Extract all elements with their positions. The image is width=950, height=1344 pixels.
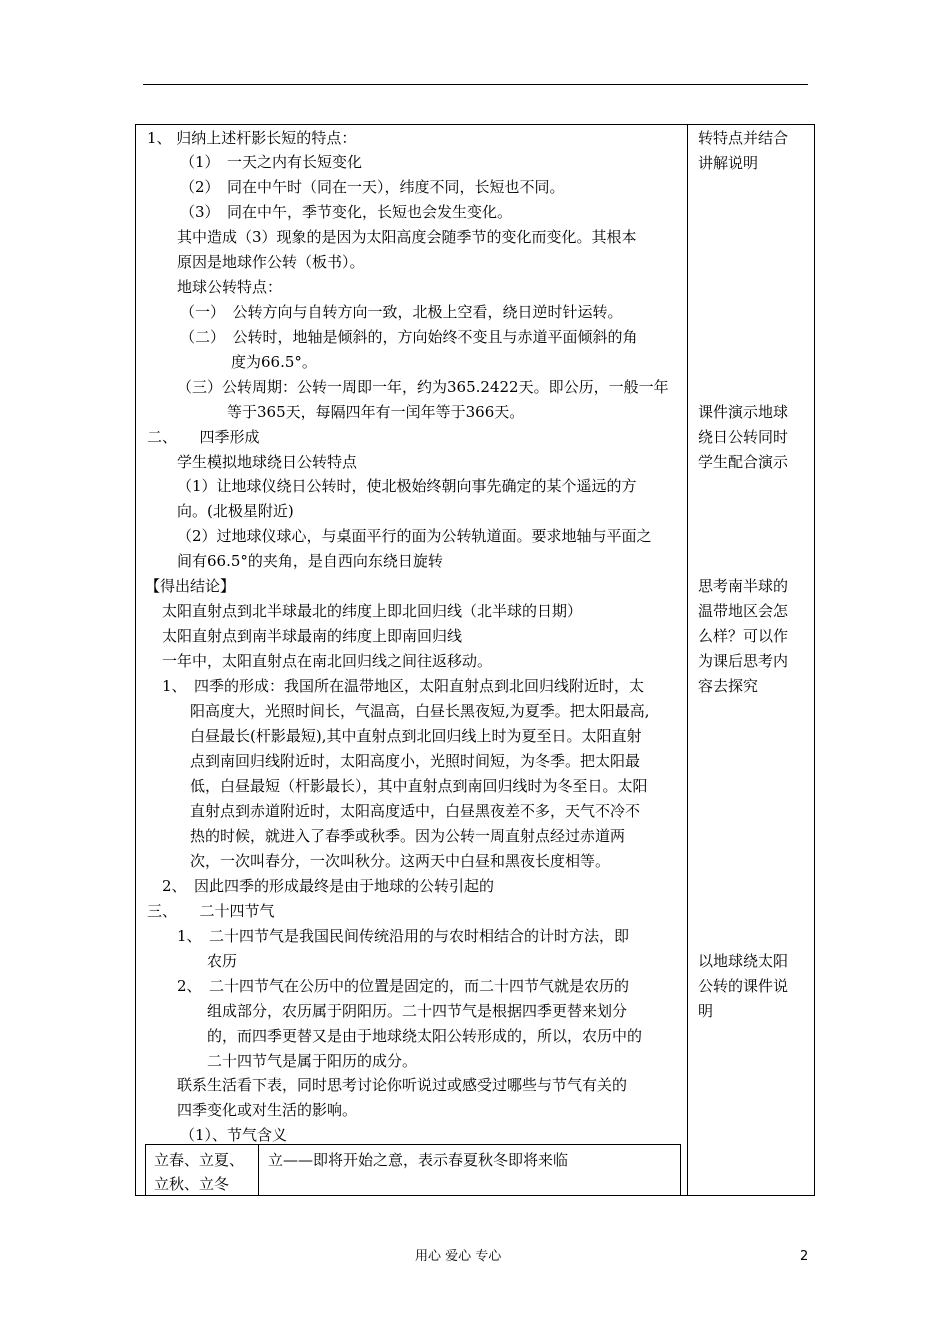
text-line: 二、 四季形成 [147,428,260,446]
note-line: 么样？可以作 [698,627,789,645]
term-cell-line-2: 立秋、立冬 [154,1175,230,1193]
text-line: 原因是地球作公转（板书）。 [177,253,365,271]
note-line: 课件演示地球 [698,403,789,421]
text-line: 白昼最长(杆影最短),其中直射点到北回归线上时为夏至日。太阳直射 [190,727,642,745]
text-line: 联系生活看下表，同时思考讨论你听说过或感受过哪些与节气有关的 [177,1076,628,1094]
text-line: 2、 二十四节气在公历中的位置是固定的，而二十四节气就是农历的 [177,977,630,995]
text-line: （3） 同在中午，季节变化，长短也会发生变化。 [180,203,513,221]
text-line: 1、 归纳上述杆影长短的特点： [147,129,357,147]
note-line: 温带地区会怎 [698,602,789,620]
note-line: 为课后思考内 [698,652,789,670]
text-line: （2）过地球仪球心，与桌面平行的面为公转轨道面。要求地轴与平面之 [177,527,652,545]
text-line: （1）、节气含义 [180,1126,288,1144]
header-rule [143,84,808,85]
text-line: 低，白昼最短（杆影最长），其中直射点到南回归线时为冬至日。太阳 [190,777,648,795]
page-number: 2 [800,1249,809,1264]
note-line: 学生配合演示 [698,453,789,471]
text-line: 四季变化或对生活的影响。 [177,1101,358,1119]
text-line: 向。(北极星附近) [177,502,294,520]
text-line: （二） 公转时，地轴是倾斜的，方向始终不变且与赤道平面倾斜的角 [180,328,638,346]
text-line: 学生模拟地球绕日公转特点 [177,453,358,471]
note-line: 转特点并结合 [698,129,789,147]
footer-motto: 用心 爱心 专心 [415,1249,502,1264]
meaning-cell: 立——即将开始之意，表示春夏秋冬即将来临 [268,1151,569,1169]
text-line: 等于365天，每隔四年有一闰年等于366天。 [227,403,525,421]
text-line: 太阳直射点到南半球最南的纬度上即南回归线 [162,627,463,645]
note-line: 以地球绕太阳 [698,952,789,970]
text-line: 一年中，太阳直射点在南北回归线之间往返移动。 [162,652,493,670]
text-line: 二十四节气是属于阳历的成分。 [207,1052,418,1070]
text-line: 次，一次叫春分，一次叫秋分。这两天中白昼和黑夜长度相等。 [190,852,611,870]
text-line: （2） 同在中午时（同在一天），纬度不同，长短也不同。 [180,178,565,196]
text-line: 组成部分，农历属于阴阳历。二十四节气是根据四季更替来划分 [207,1002,628,1020]
text-line: 地球公转特点： [177,278,283,296]
column-divider [687,124,688,1196]
note-line: 明 [698,1002,714,1020]
text-line: 太阳直射点到北半球最北的纬度上即北回归线（北半球的日期） [162,602,583,620]
text-line: 【得出结论】 [145,577,236,595]
text-line: 2、 因此四季的形成最终是由于地球的公转引起的 [162,877,495,895]
text-line: 的，而四季更替又是由于地球绕太阳公转形成的，所以，农历中的 [207,1027,643,1045]
text-line: 阳高度大，光照时间长，气温高，白昼长黑夜短,为夏季。把太阳最高, [190,702,650,720]
text-line: 点到南回归线附近时，太阳高度小，光照时间短，为冬季。把太阳最 [190,752,641,770]
text-line: 度为66.5°。 [231,353,317,371]
text-line: 1、 二十四节气是我国民间传统沿用的与农时相结合的计时方法，即 [177,927,630,945]
text-line: 间有66.5°的夹角，是自西向东绕日旋转 [177,552,443,570]
text-line: 1、 四季的形成：我国所在温带地区，太阳直射点到北回归线附近时，太 [162,677,645,695]
text-line: （一） 公转方向与自转方向一致，北极上空看，绕日逆时针运转。 [180,303,623,321]
text-line: 其中造成（3）现象的是因为太阳高度会随季节的变化而变化。其根本 [177,228,637,246]
note-line: 讲解说明 [698,154,759,172]
note-line: 思考南半球的 [698,577,789,595]
text-line: 直射点到赤道附近时，太阳高度适中，白昼黑夜差不多，天气不冷不 [190,802,641,820]
note-line: 公转的课件说 [698,977,789,995]
text-line: （1） 一天之内有长短变化 [180,153,363,171]
text-line: （三）公转周期：公转一周即一年，约为365.2422天。即公历，一般一年 [177,378,669,396]
solar-terms-table-divider [258,1144,259,1196]
text-line: 热的时候，就进入了春季或秋季。因为公转一周直射点经过赤道两 [190,827,626,845]
term-cell-line-1: 立春、立夏、 [154,1151,245,1169]
text-line: 三、 二十四节气 [147,902,275,920]
note-line: 容去探究 [698,677,759,695]
text-line: （1）让地球仪绕日公转时，使北极始终朝向事先确定的某个遥远的方 [177,477,637,495]
note-line: 绕日公转同时 [698,428,789,446]
text-line: 农历 [207,952,238,970]
